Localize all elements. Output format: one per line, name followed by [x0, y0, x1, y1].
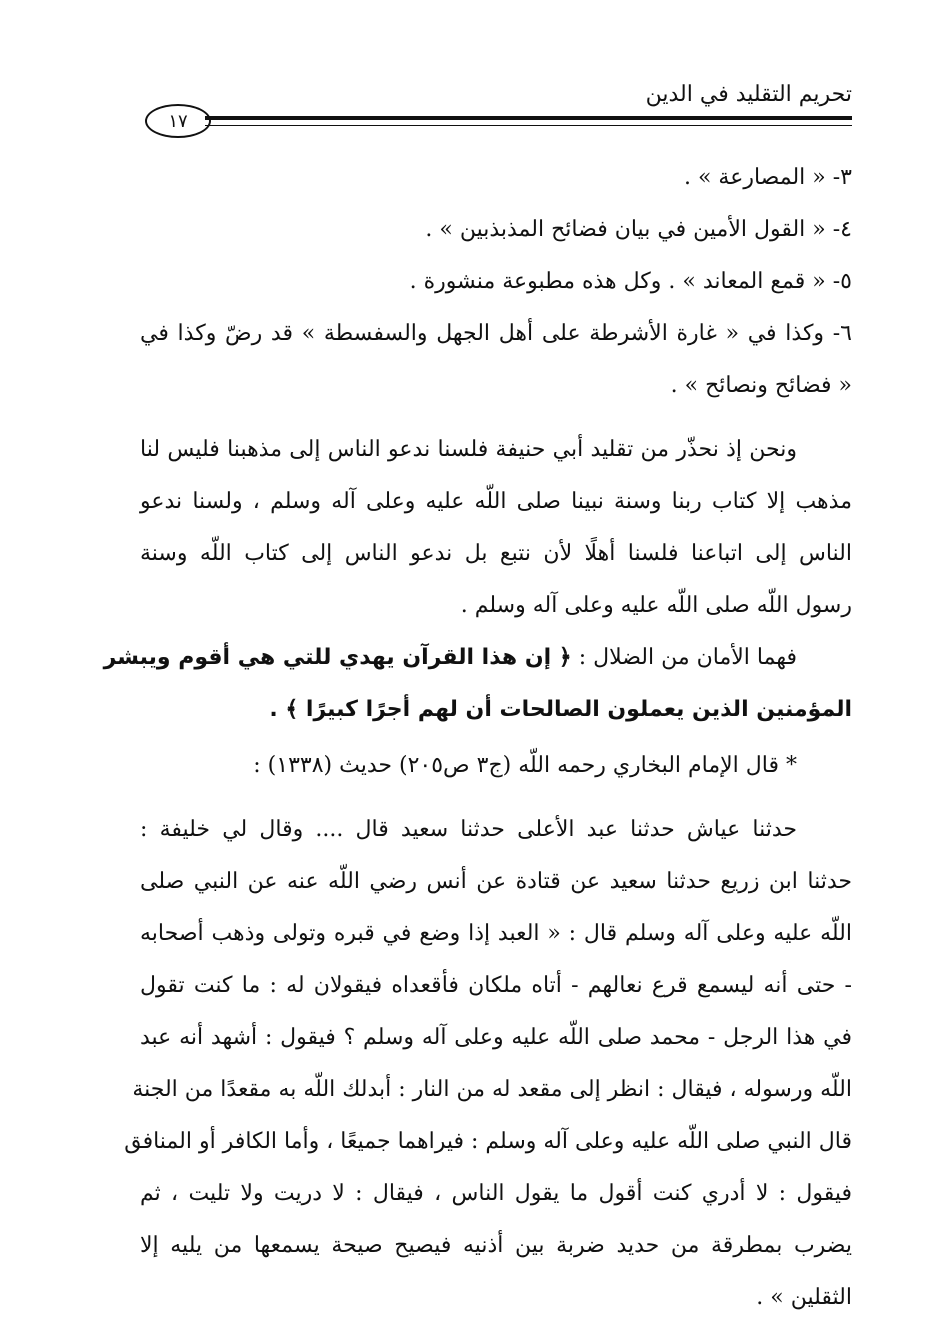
page-number: ١٧ [145, 104, 211, 138]
hadith-line: اللّه ورسوله ، فيقال : انظر إلى مقعد له من النار : أبدلك اللّه به مقعدًا من الجنة [132, 1077, 852, 1102]
body-text [103, 152, 852, 1324]
header-rule-thin [205, 125, 852, 126]
quran-intro: فهما الأمان من الضلال : [578, 645, 797, 670]
quran-line-2: المؤمنين الذين يعملون الصالحات أن لهم أجرًا كبيرًا ﴾ . [269, 697, 852, 722]
header-rule-thick [205, 116, 852, 120]
hadith-line: في هذا الرجل - محمد صلى اللّه عليه وعلى آله وسلم ؟ فيقول : أشهد أنه عبد [140, 1025, 852, 1050]
list-item-6-line-1: ٦- وكذا في « غارة الأشرطة على أهل الجهل والسفسطة » قد رضّ وكذا في [140, 321, 852, 346]
hadith-heading: * قال الإمام البخاري رحمه اللّه (ج٣ ص٢٠٥) حديث (١٣٣٨) : [253, 753, 797, 778]
hadith-line: الثقلين » . [756, 1285, 852, 1310]
hadith-line: قال النبي صلى اللّه عليه وعلى آله وسلم : فيراهما جميعًا ، وأما الكافر أو المنافق [124, 1129, 852, 1154]
running-title: تحريم التقليد في الدين [645, 82, 852, 107]
hadith-line: - حتى أنه ليسمع قرع نعالهم - أتاه ملكان فأقعداه فيقولان له : ما كنت تقول [140, 973, 852, 998]
hadith-line: حدثنا ابن زريع حدثنا سعيد عن قتادة عن أنس رضي اللّه عنه عن النبي صلى [140, 869, 852, 894]
list-item-5: ٥- « قمع المعاند » . وكل هذه مطبوعة منشورة . [409, 269, 852, 294]
hadith-line: يضرب بمطرقة من حديد ضربة بين أذنيه فيصيح صيحة يسمعها من يليه إلا [140, 1233, 852, 1258]
hadith-line: حدثنا عياش حدثنا عبد الأعلى حدثنا سعيد قال .... وقال لي خليفة : [140, 817, 797, 842]
paragraph-line: رسول اللّه صلى اللّه عليه وعلى آله وسلم . [460, 593, 852, 618]
hadith-line: اللّه عليه وعلى آله وسلم قال : « العبد إذا وضع في قبره وتولى وذهب أصحابه [140, 921, 852, 946]
paragraph-line: ونحن إذ نحذّر من تقليد أبي حنيفة فلسنا ندعو الناس إلى مذهبنا فليس لنا [140, 437, 797, 462]
hadith-line: فيقول : لا أدري كنت أقول ما يقول الناس ، فيقال : لا دريت ولا تليت ، ثم [140, 1181, 852, 1206]
list-item-4: ٤- « القول الأمين في بيان فضائح المذبذبين » . [425, 217, 852, 242]
paragraph-line: مذهب إلا كتاب ربنا وسنة نبينا صلى اللّه عليه وعلى آله وسلم ، ولسنا ندعو [140, 489, 852, 514]
list-item-3: ٣- « المصارعة » . [683, 165, 852, 190]
quran-verse-start: ﴿ إن هذا القرآن يهدي للتي هي أقوم ويبشر [103, 645, 572, 670]
list-item-6-line-2: « فضائح ونصائح » . [670, 373, 852, 398]
quran-line-1 [103, 632, 852, 684]
paragraph-line: الناس إلى اتباعنا فلسنا أهلًا لأن نتبع بل ندعو الناس إلى كتاب اللّه وسنة [140, 541, 852, 566]
